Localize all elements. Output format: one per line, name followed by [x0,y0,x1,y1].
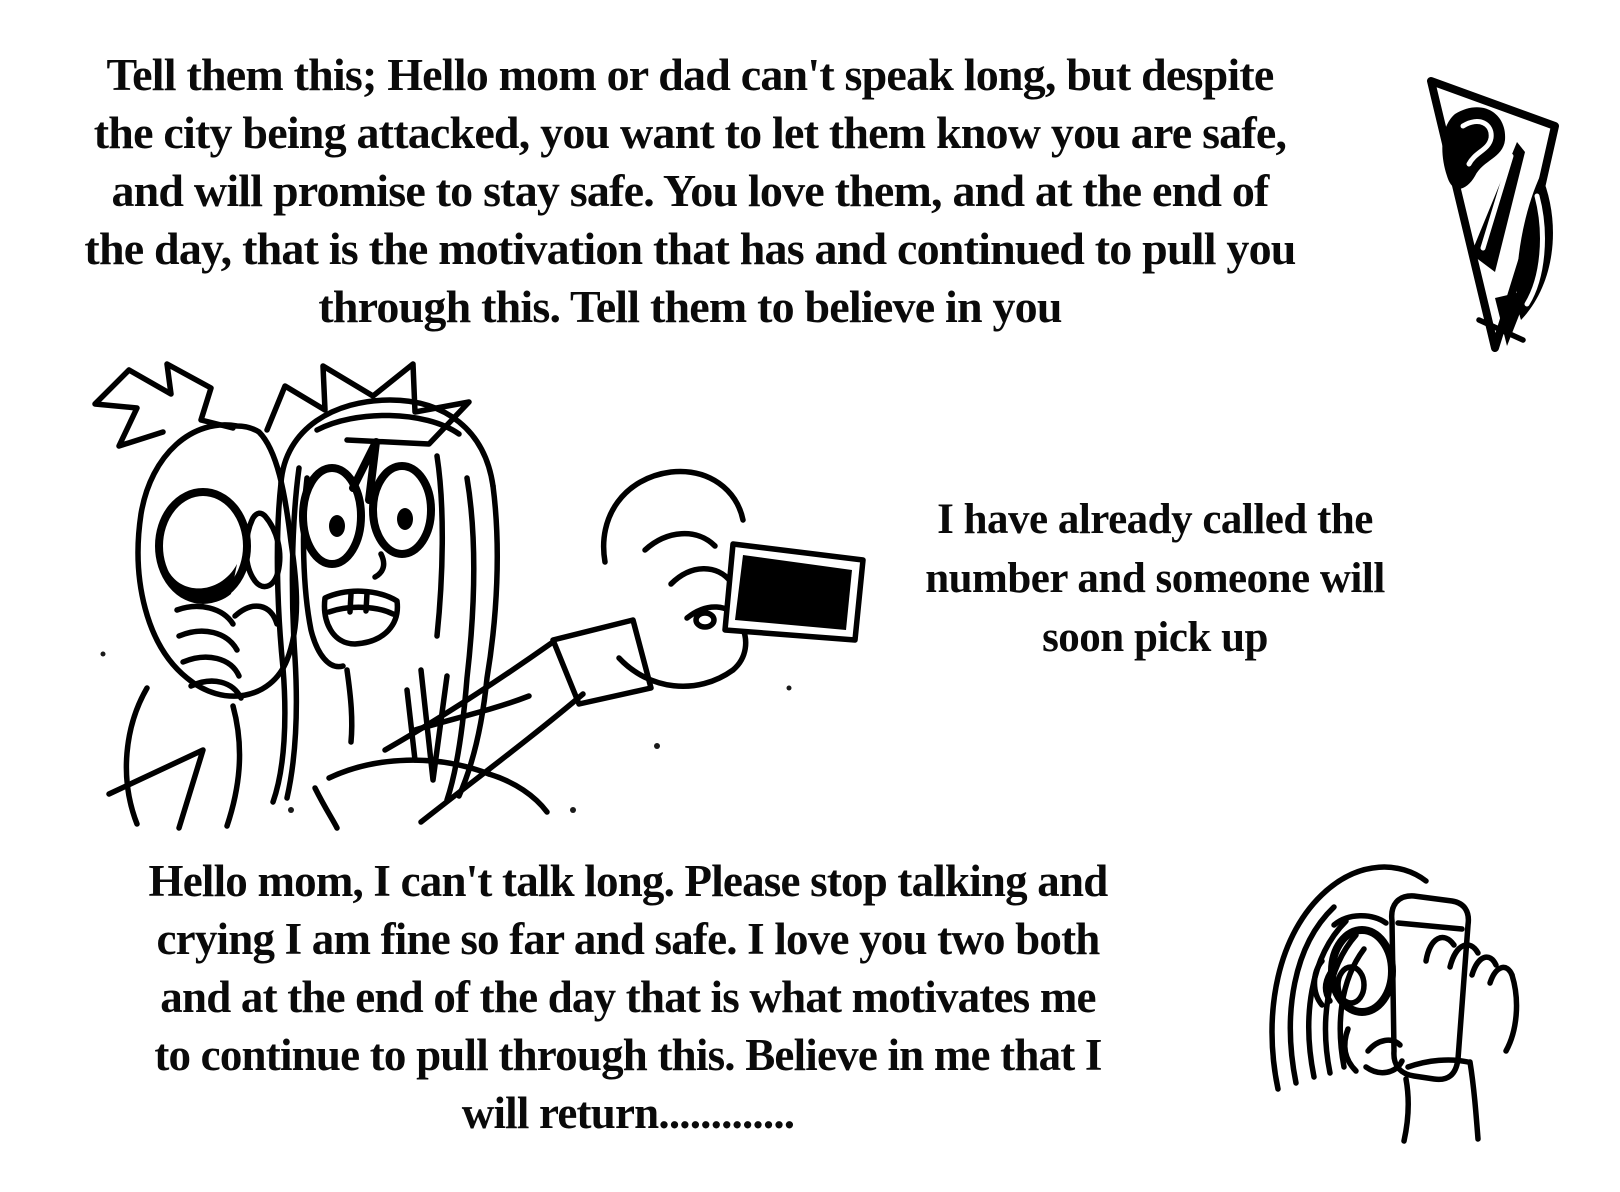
hair-strand [447,478,474,800]
nose [375,554,384,577]
narration-text [20,46,1360,336]
skull-eye-shadow [169,564,237,603]
skull-eye-large [159,492,247,600]
creature-cuff-spike [109,750,203,828]
narration-line: the city being attacked, you want to let them know you are safe, [93,107,1287,158]
creature-arm-line [126,688,147,824]
speech-bottom-line: Hello mom, I can't talk long. Please stop talking and [148,856,1108,906]
ink-speckle [787,686,792,691]
right-pupil [397,508,413,530]
hand-thumb [235,606,277,624]
caller-body-edge [1404,1079,1408,1141]
caller-jaw [1345,1029,1356,1071]
speech-bottom-line: and at the end of the day that is what motivates me [160,972,1096,1022]
hair-spike [407,690,415,760]
fist-thumb [604,472,743,562]
speech-bottom-line: will return............. [461,1088,795,1138]
ink-speckle [101,652,106,657]
gritted-mouth [325,591,398,644]
hand-finger [183,657,239,676]
person-phone-to-ear-drawing [1230,833,1525,1148]
ear-curl [1315,961,1323,1005]
speech-right-line: I have already called the [937,496,1373,543]
body-left [315,788,337,828]
cuff-button [696,613,714,627]
caller-figure [1272,867,1517,1141]
speech-right-line: soon pick up [1042,614,1268,661]
hand-finger [179,631,237,650]
sleeve-cuff [553,620,651,704]
ink-speckle [570,807,576,813]
scared-person [273,400,547,828]
narration-line: Tell them this; Hello mom or dad can't speak long, but despite [106,49,1274,100]
skull-antler-left [95,364,233,446]
speech-bottom-line: crying I am fine so far and safe. I love you two both [156,914,1100,964]
ink-speckle [654,743,660,749]
narration-line: the day, that is the motivation that has and continued to pull you [84,223,1296,274]
neck-line [347,670,352,742]
hair-right [459,486,497,796]
left-pupil [329,515,345,537]
speech-bottom-line: to continue to pull through this. Believe in me that I [154,1030,1102,1080]
hair-strand [437,456,442,636]
scared-person-skull-mask-phone-drawing [85,358,885,833]
caller-finger [1490,967,1512,983]
narration-line: and will promise to stay safe. You love them, and at the end of [111,165,1269,216]
fist-finger [671,569,731,584]
ink-speckle [288,807,294,813]
narration-line: through this. Tell them to believe in you [318,281,1062,332]
tooth-line [366,593,367,611]
torn-shard-drawing [1383,56,1563,356]
caller-hand-edge [1506,975,1517,1051]
hand-finger [177,606,233,624]
caller-shoulder [1470,1062,1478,1139]
speech-right-text [870,490,1440,667]
tooth-line [350,594,351,612]
mouth-line [329,607,393,614]
speech-right-line: number and someone will [925,555,1385,602]
caller-finger [1426,938,1454,961]
phone-top-line [1398,923,1462,929]
speech-bottom-text [68,852,1188,1142]
fist-finger [645,534,715,550]
creature-body-line [227,706,240,826]
shoulder-right [489,774,547,812]
